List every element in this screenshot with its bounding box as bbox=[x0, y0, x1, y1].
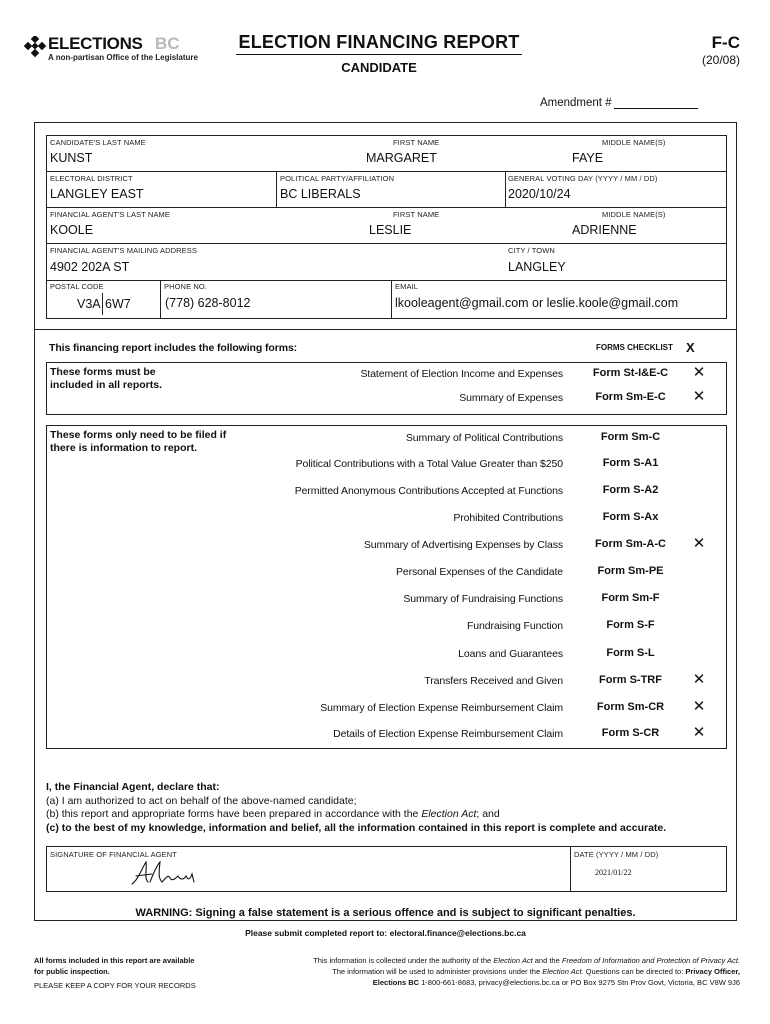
phone-field[interactable]: (778) 628-8012 bbox=[165, 296, 251, 310]
amendment-label: Amendment # bbox=[540, 97, 612, 109]
form-description: Summary of Expenses bbox=[459, 392, 563, 404]
elections-bc-logo bbox=[24, 34, 198, 66]
party-label: POLITICAL PARTY/AFFILIATION bbox=[280, 174, 395, 183]
declaration-a: (a) I am authorized to act on behalf of the above-named candidate; bbox=[46, 794, 357, 807]
declaration-b-text: (b) this report and appropriate forms have been prepared in accordance with the bbox=[46, 808, 422, 820]
form-code-label: Form Sm-A-C bbox=[595, 538, 666, 550]
forms-checklist-label: FORMS CHECKLIST bbox=[596, 343, 673, 352]
form-checkbox[interactable]: ✕ bbox=[692, 671, 706, 688]
public-line-1: All forms included in this report are available bbox=[34, 956, 195, 965]
report-subtitle: CANDIDATE bbox=[341, 60, 417, 75]
form-description: Details of Election Expense Reimbursement Claim bbox=[333, 728, 563, 740]
logo-dogwood-icon bbox=[24, 36, 46, 60]
postal-code-part2[interactable]: 6W7 bbox=[105, 297, 131, 311]
date-label: DATE (YYYY / MM / DD) bbox=[574, 850, 659, 859]
privacy-line-3 bbox=[234, 977, 740, 988]
form-checkbox[interactable] bbox=[691, 563, 707, 579]
agent-city-label: CITY / TOWN bbox=[508, 246, 555, 255]
grid-rule bbox=[46, 280, 727, 281]
form-code-label: Form Sm-C bbox=[600, 431, 661, 443]
form-code-label: Form Sm-CR bbox=[596, 701, 665, 713]
amendment-line[interactable] bbox=[614, 98, 698, 109]
required-forms-note: These forms must be included in all reports. bbox=[50, 366, 163, 391]
privacy-line-2 bbox=[234, 966, 740, 977]
form-description: Summary of Advertising Expenses by Class bbox=[363, 539, 563, 551]
agent-address-label: FINANCIAL AGENT'S MAILING ADDRESS bbox=[50, 246, 197, 255]
grid-divider bbox=[276, 171, 277, 207]
agent-middle-name-label: MIDDLE NAME(S) bbox=[602, 210, 666, 219]
declaration-intro: I, the Financial Agent, declare that: bbox=[46, 781, 220, 793]
keep-copy-note: PLEASE KEEP A COPY FOR YOUR RECORDS bbox=[34, 981, 196, 990]
submit-note: Please submit completed report to: electoral.finance@elections.bc.ca bbox=[245, 928, 526, 938]
form-description: Prohibited Contributions bbox=[453, 512, 563, 524]
phone-label: PHONE NO. bbox=[164, 282, 207, 291]
form-description: Summary of Election Expense Reimbursement Claim bbox=[320, 702, 563, 714]
logo-wordmark: ELECTIONS bbox=[48, 34, 143, 53]
candidate-last-name-field[interactable]: KUNST bbox=[50, 151, 93, 165]
voting-day-label: GENERAL VOTING DAY (YYYY / MM / DD) bbox=[508, 174, 658, 183]
agent-last-name-field[interactable]: KOOLE bbox=[50, 223, 94, 237]
voting-day-field[interactable]: 2020/10/24 bbox=[508, 187, 571, 201]
logo-tagline: A non-partisan Office of the Legislature bbox=[48, 53, 198, 62]
candidate-first-name-label: FIRST NAME bbox=[393, 138, 440, 147]
form-checkbox[interactable] bbox=[691, 455, 707, 471]
logo-bc: BC bbox=[155, 34, 180, 53]
signature-label: SIGNATURE OF FINANCIAL AGENT bbox=[50, 850, 177, 859]
electoral-district-field[interactable]: LANGLEY EAST bbox=[50, 187, 144, 201]
candidate-middle-name-label: MIDDLE NAME(S) bbox=[602, 138, 666, 147]
privacy-3a: Elections BC bbox=[372, 978, 420, 987]
form-code-label: Form S-A2 bbox=[602, 484, 659, 496]
party-field[interactable]: BC LIBERALS bbox=[280, 187, 361, 201]
grid-rule bbox=[46, 171, 727, 172]
agent-last-name-label: FINANCIAL AGENT'S LAST NAME bbox=[50, 210, 170, 219]
grid-divider bbox=[505, 171, 506, 207]
privacy-line-1 bbox=[234, 955, 740, 966]
grid-rule bbox=[46, 207, 727, 208]
privacy-1a: This information is collected under the authority of the bbox=[313, 956, 494, 965]
form-code-label: Form S-A1 bbox=[602, 457, 659, 469]
form-description: Permitted Anonymous Contributions Accepted at Functions bbox=[294, 485, 563, 497]
warning-text: WARNING: Signing a false statement is a serious offence and is subject to significant penalties. bbox=[135, 907, 636, 919]
privacy-1d: Freedom of Information and Protection of Privacy Act. bbox=[561, 956, 740, 965]
agent-address-field[interactable]: 4902 202A ST bbox=[50, 260, 130, 274]
form-description: Fundraising Function bbox=[466, 620, 563, 632]
agent-middle-name-field[interactable]: ADRIENNE bbox=[572, 223, 637, 237]
form-description: Transfers Received and Given bbox=[424, 675, 563, 687]
form-code-label: Form S-Ax bbox=[602, 511, 659, 523]
postal-code-part1[interactable]: V3A bbox=[77, 297, 101, 311]
form-code-label: Form S-L bbox=[606, 647, 655, 659]
form-code-label: Form S-TRF bbox=[599, 674, 662, 686]
form-checkbox[interactable] bbox=[691, 509, 707, 525]
form-code-label: Form Sm-E-C bbox=[595, 391, 666, 403]
electoral-district-label: ELECTORAL DISTRICT bbox=[50, 174, 133, 183]
form-code: F-C bbox=[711, 33, 740, 52]
privacy-2c: Questions can be directed to: bbox=[583, 967, 686, 976]
footer-public-notice bbox=[34, 955, 234, 991]
privacy-2d: Privacy Officer, bbox=[685, 967, 740, 976]
declaration-b bbox=[46, 808, 726, 822]
public-line-2: for public inspection. bbox=[34, 967, 110, 976]
postal-code-divider bbox=[102, 293, 103, 315]
signature-date-divider bbox=[570, 846, 571, 892]
form-description: Summary of Fundraising Functions bbox=[403, 593, 563, 605]
email-label: EMAIL bbox=[395, 282, 419, 291]
form-checkbox[interactable]: ✕ bbox=[692, 724, 706, 741]
candidate-first-name-field[interactable]: MARGARET bbox=[366, 151, 437, 165]
form-description: Political Contributions with a Total Value Greater than $250 bbox=[295, 458, 563, 470]
form-checkbox[interactable] bbox=[691, 590, 707, 606]
form-description: Personal Expenses of the Candidate bbox=[395, 566, 563, 578]
section-divider bbox=[34, 329, 737, 330]
declaration-c: (c) to the best of my knowledge, information and belief, all the information contained in this report is complete and accurate. bbox=[46, 821, 667, 834]
candidate-last-name-label: CANDIDATE'S LAST NAME bbox=[50, 138, 146, 147]
agent-city-field[interactable]: LANGLEY bbox=[508, 260, 566, 274]
frame-bottom-rule bbox=[34, 920, 737, 921]
forms-checklist-mark: X bbox=[686, 340, 695, 355]
agent-first-name-label: FIRST NAME bbox=[393, 210, 440, 219]
signature-field[interactable] bbox=[128, 858, 208, 890]
form-description: Loans and Guarantees bbox=[458, 648, 563, 660]
checklist-intro: This financing report includes the following forms: bbox=[49, 342, 298, 354]
declaration bbox=[46, 781, 726, 835]
agent-first-name-field[interactable]: LESLIE bbox=[369, 223, 412, 237]
signature-date-field[interactable]: 2021/01/22 bbox=[595, 868, 632, 877]
amendment-field[interactable] bbox=[540, 97, 736, 109]
optional-forms-note: These forms only need to be filed if there is information to report. bbox=[50, 429, 227, 454]
declaration-b-act: Election Act bbox=[421, 808, 477, 820]
privacy-1b: Election Act bbox=[493, 956, 533, 965]
footer-privacy-notice bbox=[234, 955, 740, 988]
candidate-middle-name-field[interactable]: FAYE bbox=[572, 151, 604, 165]
form-checkbox[interactable] bbox=[691, 482, 707, 498]
privacy-1c: and the bbox=[532, 956, 562, 965]
title-underline bbox=[236, 54, 522, 55]
form-code-label: Form Sm-F bbox=[601, 592, 660, 604]
form-checkbox[interactable]: ✕ bbox=[692, 364, 706, 381]
form-description: Summary of Political Contributions bbox=[405, 432, 563, 444]
form-checkbox[interactable]: ✕ bbox=[692, 535, 706, 552]
form-checkbox[interactable]: ✕ bbox=[692, 388, 706, 405]
handwritten-signature bbox=[128, 858, 208, 890]
postal-code-label: POSTAL CODE bbox=[50, 282, 104, 291]
privacy-3b: 1-800-661-8683, privacy@elections.bc.ca or PO Box 9275 Stn Prov Govt, Victoria, BC V8W 9J6 bbox=[419, 978, 740, 987]
form-checkbox[interactable] bbox=[691, 429, 707, 445]
form-version: (20/08) bbox=[701, 53, 740, 67]
form-code-label: Form S-CR bbox=[601, 727, 660, 739]
email-field[interactable]: lkooleagent@gmail.com or leslie.koole@gmail.com bbox=[395, 296, 679, 310]
form-checkbox[interactable] bbox=[691, 617, 707, 633]
privacy-2b: Election Act. bbox=[542, 967, 584, 976]
form-description: Statement of Election Income and Expenses bbox=[360, 368, 563, 380]
report-title: ELECTION FINANCING REPORT bbox=[238, 32, 520, 52]
grid-divider bbox=[160, 280, 161, 319]
form-code-label: Form St-I&E-C bbox=[592, 367, 669, 379]
privacy-2a: The information will be used to administer provisions under the bbox=[332, 967, 543, 976]
grid-divider bbox=[391, 280, 392, 319]
declaration-b-end: ; and bbox=[476, 808, 500, 820]
form-checkbox[interactable] bbox=[691, 645, 707, 661]
form-code-label: Form Sm-PE bbox=[597, 565, 664, 577]
form-code-label: Form S-F bbox=[606, 619, 655, 631]
form-checkbox[interactable]: ✕ bbox=[692, 698, 706, 715]
grid-rule bbox=[46, 243, 727, 244]
